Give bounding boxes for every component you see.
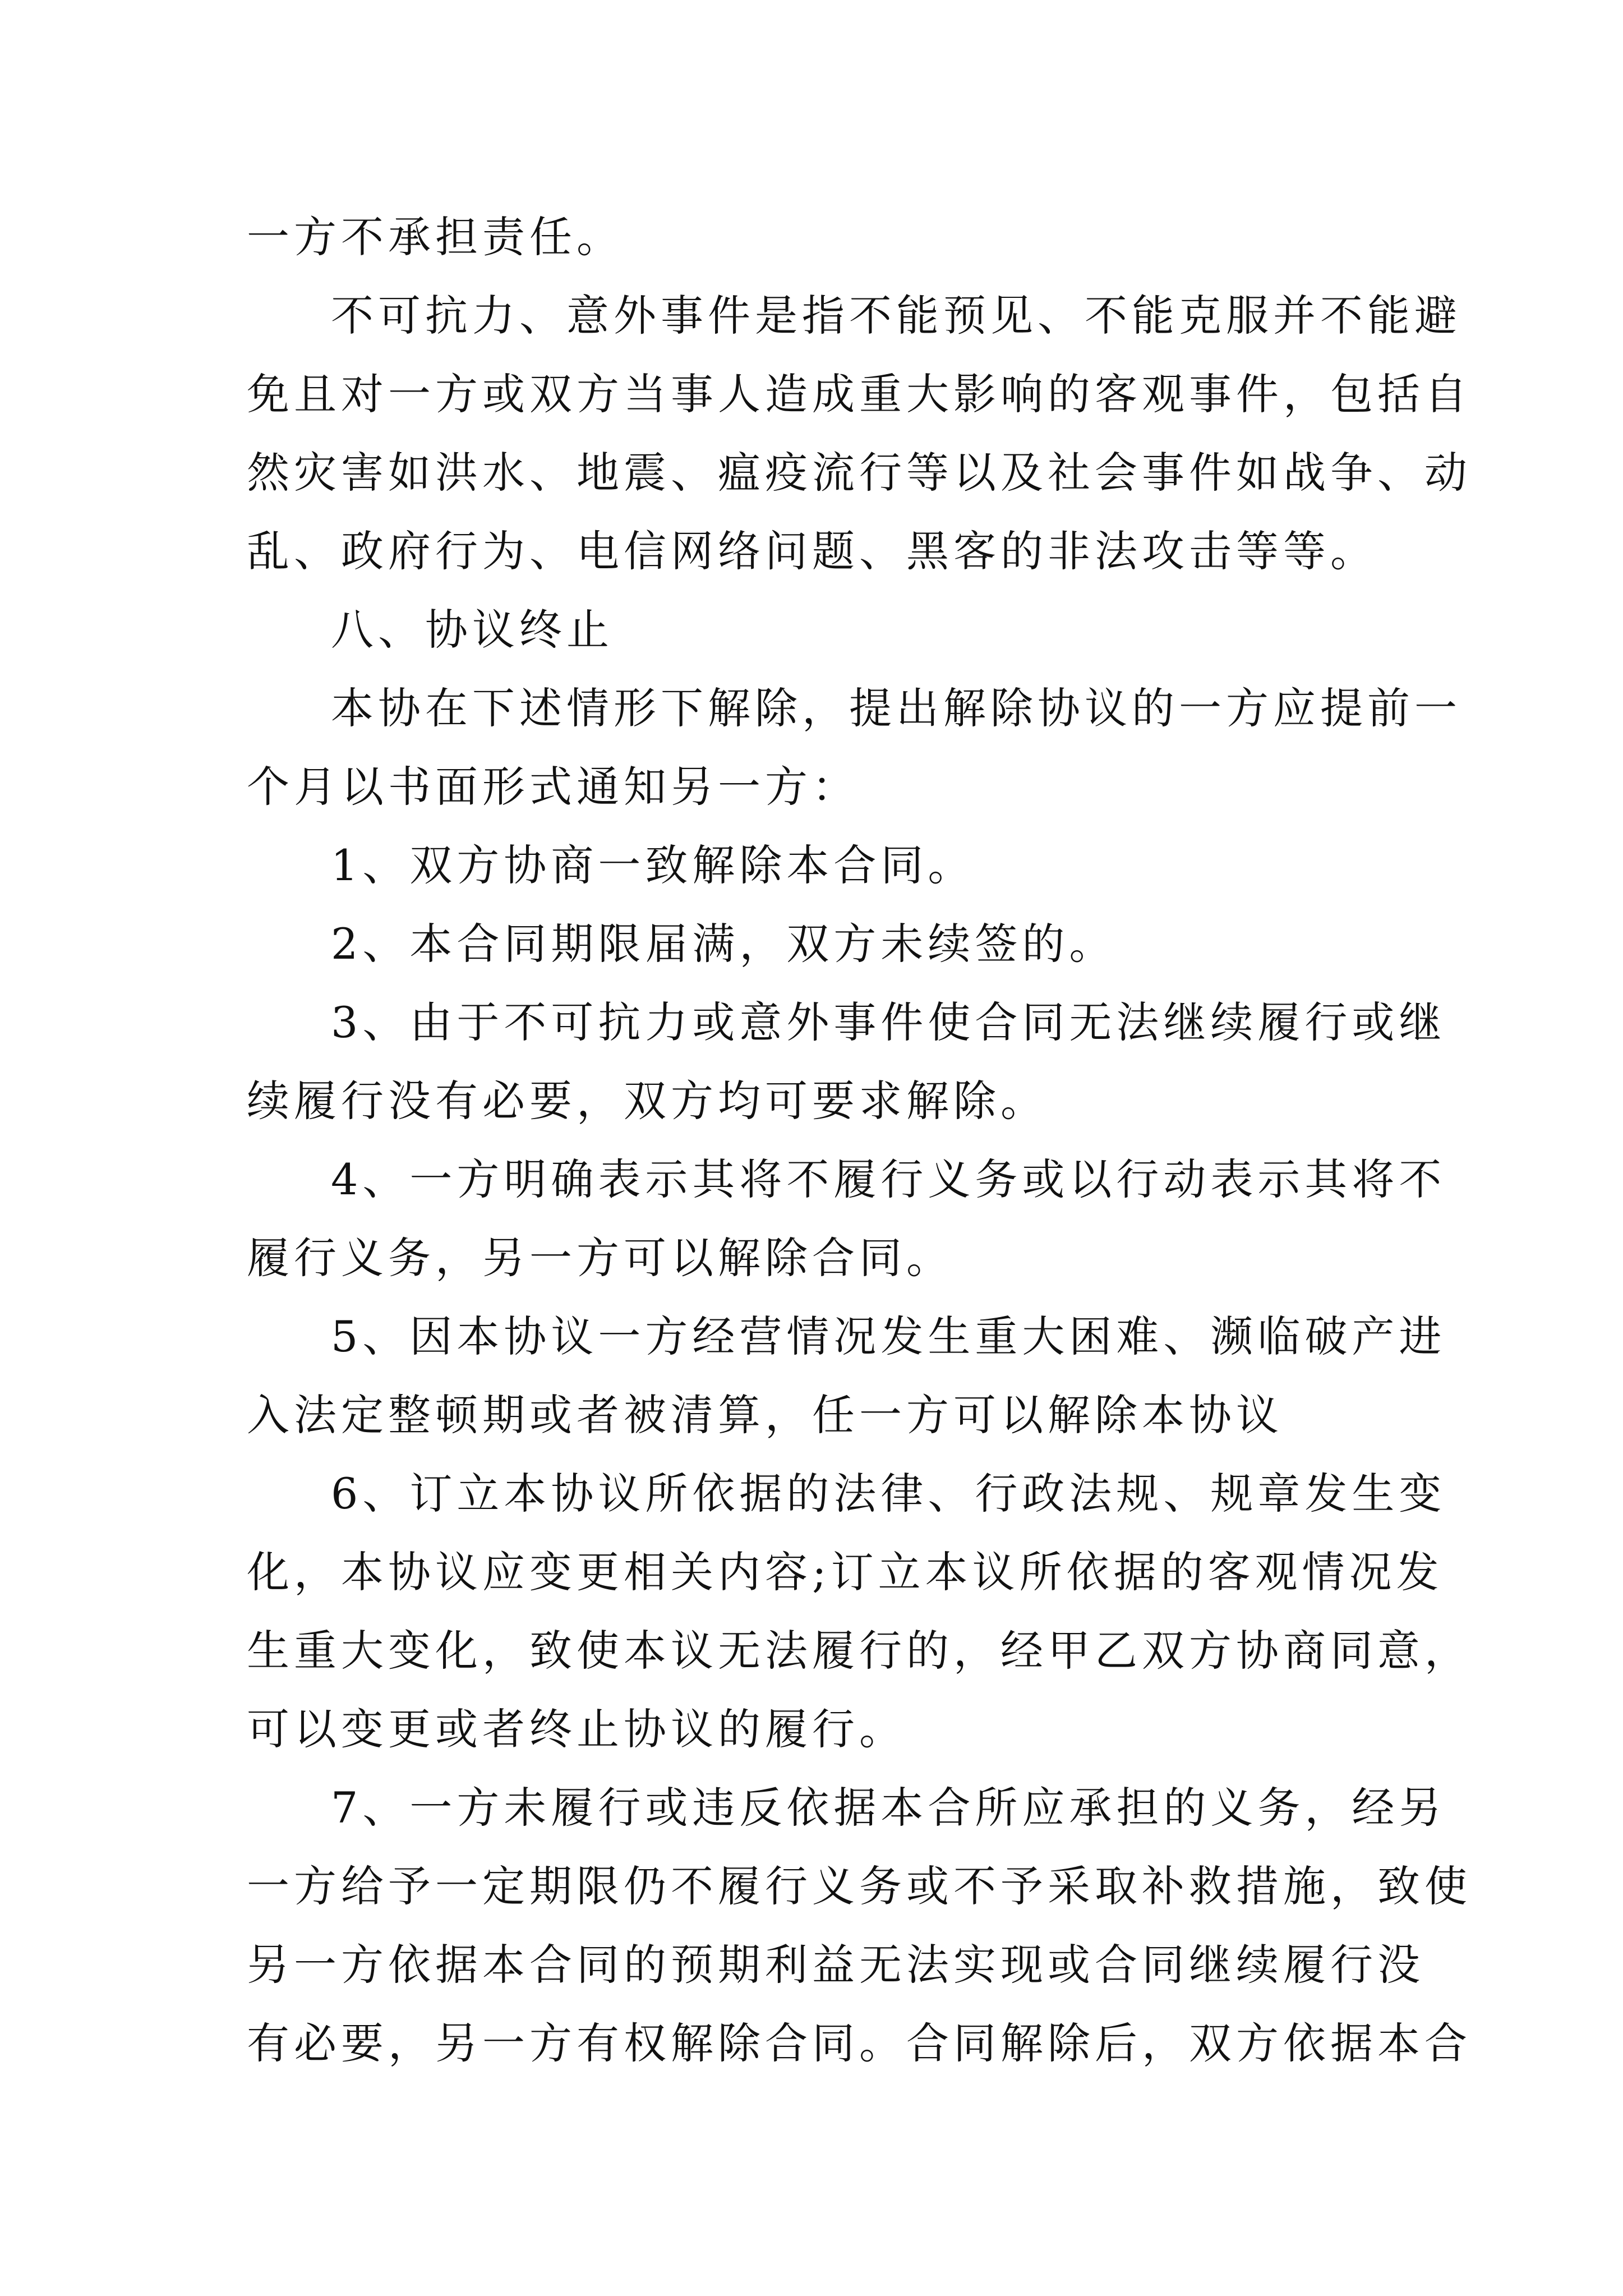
- text-line: 生重大变化，致使本议无法履行的，经甲乙双方协商同意，: [247, 1626, 1472, 1676]
- text-line: 然灾害如洪水、地震、瘟疫流行等以及社会事件如战争、动: [247, 448, 1472, 498]
- text-line: 可以变更或者终止协议的履行。: [247, 1704, 906, 1754]
- list-item: 5、因本协议一方经营情况发生重大困难、濒临破产进: [331, 1312, 1446, 1361]
- list-item: 4、一方明确表示其将不履行义务或以行动表示其将不: [331, 1154, 1446, 1204]
- text-line: 入法定整顿期或者被清算，任一方可以解除本协议: [247, 1390, 1283, 1440]
- text-line: 续履行没有必要，双方均可要求解除。: [247, 1076, 1048, 1126]
- text-line: 有必要，另一方有权解除合同。合同解除后，双方依据本合: [247, 2018, 1472, 2068]
- text-line: 一方不承担责任。: [247, 212, 624, 262]
- section-heading: 八、协议终止: [331, 605, 614, 655]
- text-line: 一方给予一定期限仍不履行义务或不予采取补救措施，致使: [247, 1861, 1472, 1911]
- paragraph-line: 本协在下述情形下解除，提出解除协议的一方应提前一: [331, 683, 1461, 733]
- text-line: 个月以书面形式通知另一方：: [247, 762, 859, 812]
- text-line: 乱、政府行为、电信网络问题、黑客的非法攻击等等。: [247, 526, 1377, 576]
- text-line: 免且对一方或双方当事人造成重大影响的客观事件，包括自: [247, 369, 1472, 419]
- text-line: 另一方依据本合同的预期利益无法实现或合同继续履行没: [247, 1940, 1424, 1990]
- text-line: 化，本协议应变更相关内容;订立本议所依据的客观情况发: [247, 1547, 1444, 1597]
- list-item: 7、一方未履行或违反依据本合所应承担的义务，经另: [331, 1783, 1446, 1833]
- text-line: 履行义务，另一方可以解除合同。: [247, 1233, 953, 1283]
- list-item: 2、本合同期限届满，双方未续签的。: [331, 919, 1117, 969]
- list-item: 1、双方协商一致解除本合同。: [331, 840, 975, 890]
- paragraph-line: 不可抗力、意外事件是指不能预见、不能克服并不能避: [331, 291, 1461, 341]
- list-item: 3、由于不可抗力或意外事件使合同无法继续履行或继: [331, 997, 1446, 1047]
- list-item: 6、订立本协议所依据的法律、行政法规、规章发生变: [331, 1469, 1446, 1519]
